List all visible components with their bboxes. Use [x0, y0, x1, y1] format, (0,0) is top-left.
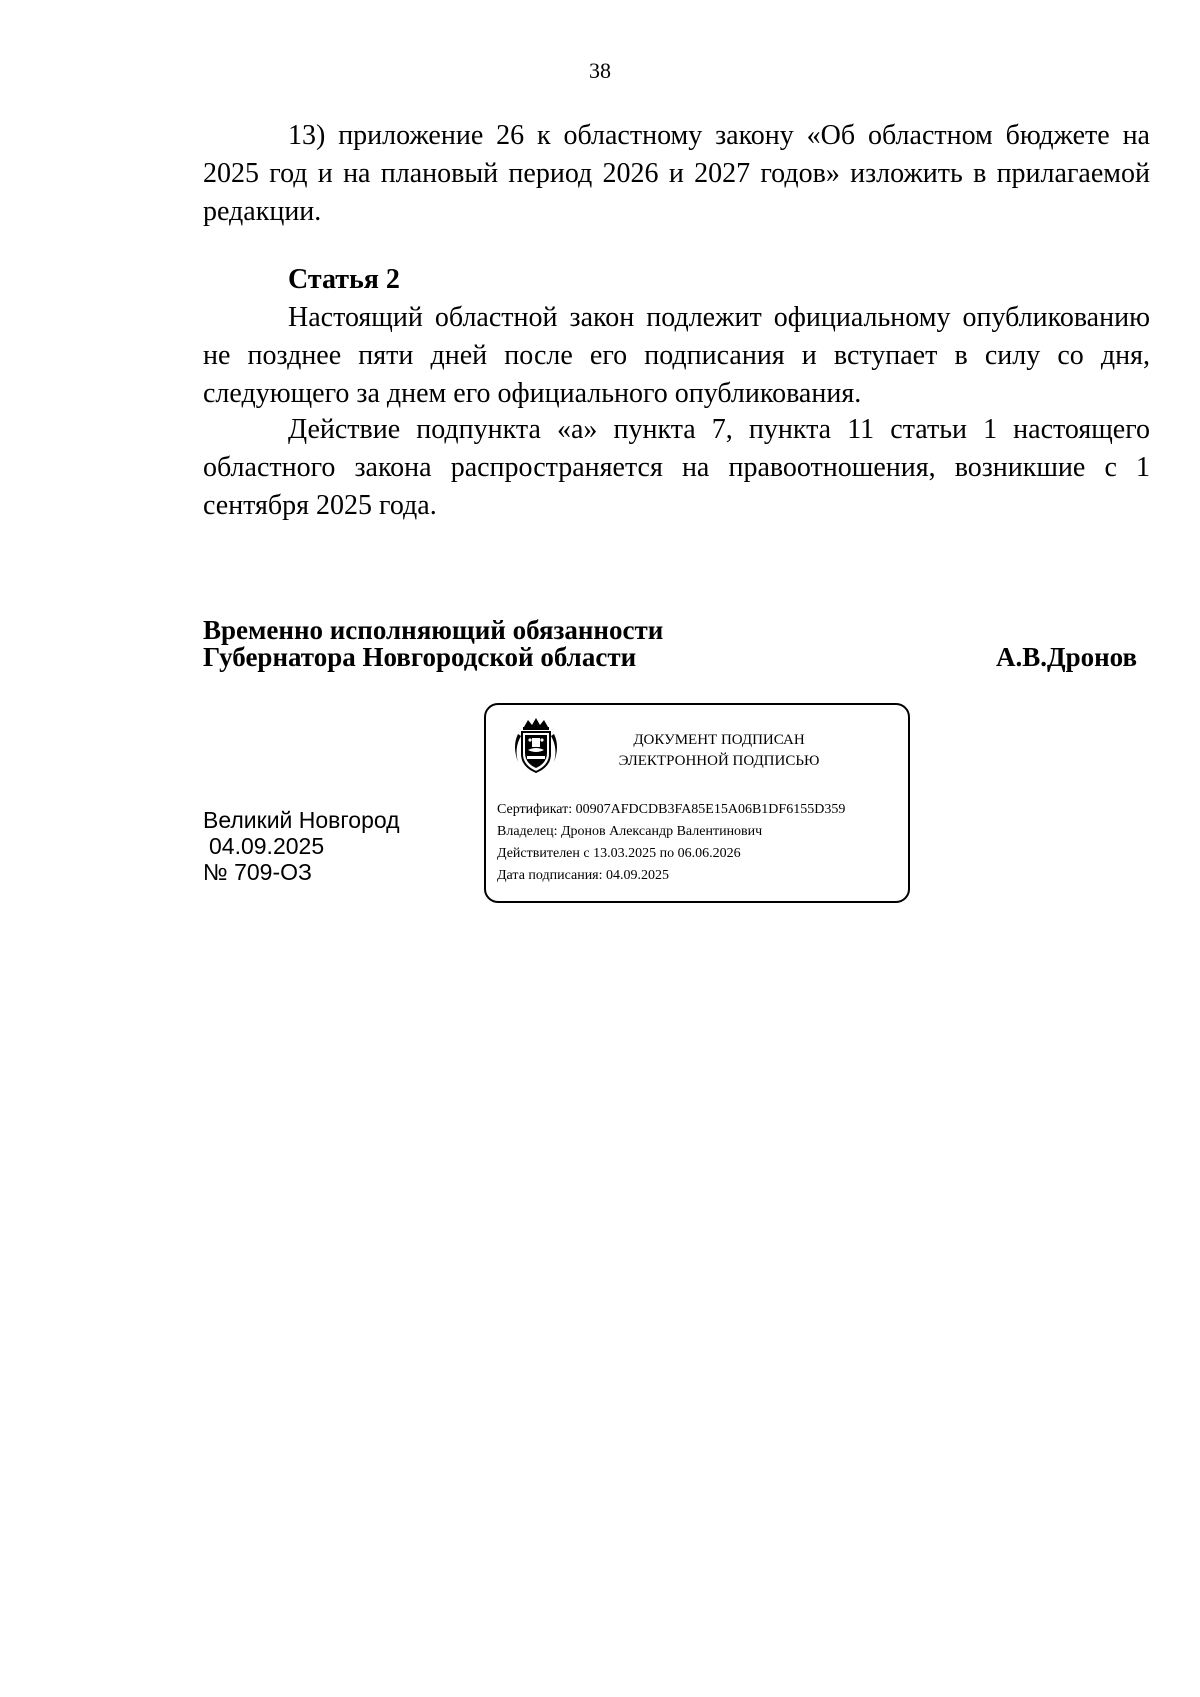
law-number: № 709-ОЗ — [203, 859, 312, 885]
stamp-sign-date: Дата подписания: 04.09.2025 — [497, 868, 670, 883]
law-date: 04.09.2025 — [209, 833, 325, 859]
signatory-title — [203, 617, 663, 671]
signatory-name: А.В.Дронов — [996, 642, 1138, 672]
article-2-heading: Статья 2 — [288, 264, 400, 295]
stamp-owner: Владелец: Дронов Александр Валентинович — [497, 824, 763, 839]
signatory-title-line-1: Временно исполняющий обязанности — [203, 615, 664, 645]
electronic-signature-stamp — [484, 703, 910, 903]
stamp-validity: Действителен с 13.03.2025 по 06.06.2026 — [497, 846, 741, 861]
article-2-paragraph-2: Действие подпункта «а» пункта 7, пункта 11 статьи 1 настоящего областного закона распространяется на правоотношения, возникшие с 1 сентября 2025 года. — [203, 414, 1150, 521]
stamp-certificate: Сертификат: 00907AFDCDB3FA85E15A06B1DF6155D359 — [497, 802, 846, 817]
page-number: 38 — [589, 58, 611, 83]
place-date-number-block — [203, 807, 400, 885]
city: Великий Новгород — [203, 807, 400, 833]
article-2-paragraph-1: Настоящий областной закон подлежит официальному опубликованию не позднее пяти дней после его подписания и вступает в силу со дня, следующего за днем его официального опубликования. — [203, 302, 1150, 409]
signatory-title-line-2: Губернатора Новгородской области — [203, 642, 637, 672]
stamp-header — [574, 730, 864, 772]
stamp-header-line-2: ЭЛЕКТРОННОЙ ПОДПИСЬЮ — [618, 753, 820, 769]
item-13-paragraph: 13) приложение 26 к областному закону «Об областном бюджете на 2025 год и на плановый период 2026 и 2027 годов» изложить в прилагаемой редакции. — [203, 120, 1150, 227]
novgorod-coat-of-arms-icon — [510, 716, 562, 776]
stamp-details — [497, 799, 845, 887]
stamp-header-line-1: ДОКУМЕНТ ПОДПИСАН — [633, 732, 805, 748]
